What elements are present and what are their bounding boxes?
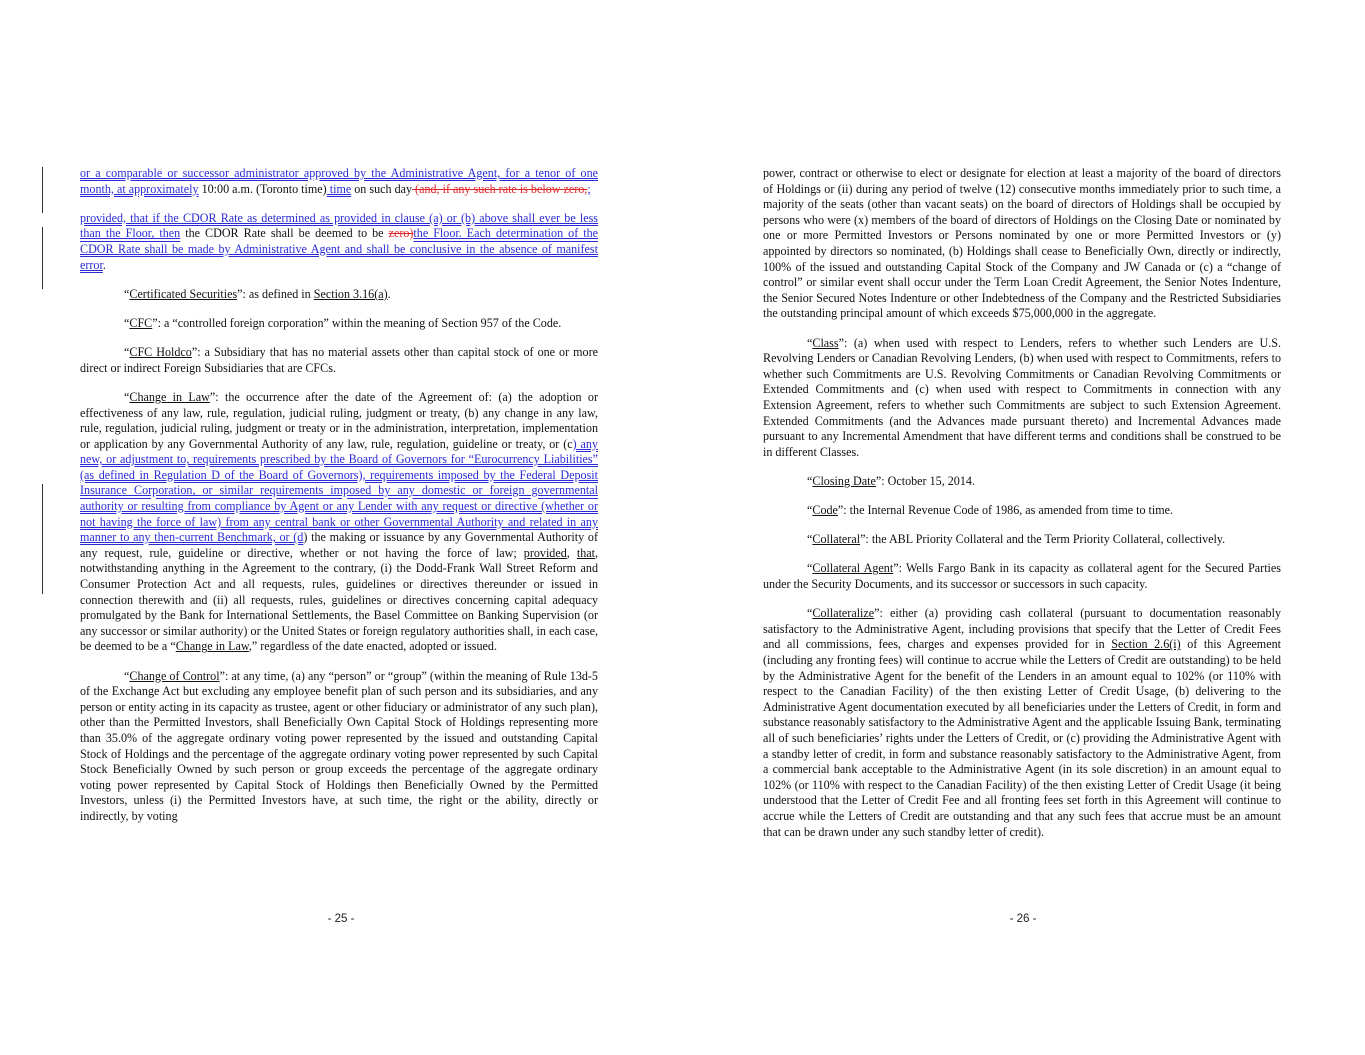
text-run: “ <box>124 286 130 301</box>
definition-change-of-control-cont <box>763 166 1281 322</box>
definition-collateral <box>763 532 1281 548</box>
defined-term: Closing Date <box>812 473 876 488</box>
text-run: the CDOR Rate shall be deemed to be <box>180 226 389 241</box>
text-run: ”: (a) when used with respect to Lenders, refers to whether such Lenders are U.S. Revolving Lenders or Canadian Revolving Lenders, (b) when used with respect to Commitments, refers to whether such Commitments are U.S. Revolving Commitments or Canadian Revolving Commitments or Extended Commitments and (c) when used with respect to Commitments in connection with any Extension Agreement, refers to whether such Commitments are subject to such Extension Agreement. Extended Commitments (and the Advances made pursuant thereto) and Incremental Advances made pursuant to any Incremental Amendment that have different terms and conditions shall be construed to be in different Classes. <box>763 335 1281 459</box>
defined-term: provided <box>523 545 567 560</box>
inserted-text: ) any new, or adjustment to, requirements prescribed by the Board of Governors for “Eurocurrency Liabilities” (as defined in Regulation D of the Board of Governors), requirements imposed by the Federal Deposit Insurance Corporation, or similar requirements imposed by any domestic or foreign governmental authority or resulting from compliance by Agent or any Lender with any request or directive (whether or not having the force of law) from any central bank or other Governmental Authority and related in any manner to any then-current Benchmark, or (d <box>80 436 598 545</box>
text-run: “ <box>124 389 130 404</box>
text-run: “ <box>807 503 813 518</box>
text-run: “ <box>807 606 813 621</box>
text-run: 10:00 a.m. (Toronto time) <box>198 181 327 196</box>
definition-collateralize <box>763 606 1281 840</box>
defined-term: CFC <box>129 315 153 330</box>
text-run: “ <box>807 335 813 350</box>
text-run: “ <box>124 345 130 360</box>
definition-cdor-floor <box>80 211 598 273</box>
text-run: ) the making or issuance by any Governmental Authority of any request, rule, guideline or directive, whether or not having the force of law; <box>80 530 598 560</box>
text-run: on such day <box>351 181 413 196</box>
defined-term: Change in Law <box>129 389 210 404</box>
definition-cfc <box>80 316 598 332</box>
definition-change-in-law <box>80 390 598 655</box>
definition-code <box>763 503 1281 519</box>
definition-cfc-holdco <box>80 345 598 376</box>
page-number-25: - 25 - <box>327 913 355 925</box>
text-run: ”: as defined in <box>237 286 314 301</box>
left-page-content <box>80 166 598 838</box>
text-run: . <box>387 286 391 301</box>
defined-term: Collateralize <box>812 606 875 621</box>
text-run: of this Agreement (including any fronting fees) will continue to accrue while the Letters of Credit are outstanding) to be held by the Administrative Agent for the benefit of the Lenders in an amount equal to 102% (or 110% with respect to the Canadian Facility) of the then existing Letter of Credit Usage, (b) delivering to the Administrative Agent documentation executed by all beneficiaries under the Letters of Credit, in form and substance reasonably satisfactory to the Administrative Agent and the applicable Issuing Bank, terminating all of such beneficiaries’ rights under the Letters of Credit, or (c) providing the Administrative Agent with a standby letter of credit, in form and substance reasonably satisfactory to the Administrative Agent, from a commercial bank acceptable to the Administrative Agent (in its sole discretion) in an amount equal to 102% (or 110% with respect to the Canadian Facility) of the then existing Letter of Credit Usage (it being understood that the Letter of Credit Fee and all fronting fees set forth in this Agreement will continue to accrue while the Letters of Credit are outstanding and that any such fees that accrue must be an amount that can be drawn under any such standby letter of credit). <box>763 637 1281 839</box>
defined-term: Section 2.6(i) <box>1111 637 1181 652</box>
definition-closing-date <box>763 474 1281 490</box>
text-run: “ <box>124 668 130 683</box>
change-bar <box>42 227 43 289</box>
text-run: ”: October 15, 2014. <box>875 473 975 488</box>
text-run: “ <box>807 532 813 547</box>
text-run: ”: at any time, (a) any “person” or “group” (within the meaning of Rule 13d-5 of the Exchange Act but excluding any employee benefit plan of such person and its subsidiaries, and any person or entity acting in its capacity as trustee, agent or other fiduciary or administrator of any such plan), other than the Permitted Investors, shall Beneficially Own Capital Stock of Holdings representing more than 35.0% of the aggregate ordinary voting power represented by the issued and outstanding Capital Stock of Holdings and the percentage of the aggregate ordinary voting power represented by such Capital Stock Beneficially Owned by such person or group exceeds the percentage of the aggregate ordinary voting power represented by Capital Stock of Holdings then Beneficially Owned by the Permitted Investors, unless (i) the Permitted Investors have, at such time, the right or the ability, directly or indirectly, by voting <box>80 668 598 823</box>
text-run: ”: the Internal Revenue Code of 1986, as amended from time to time. <box>837 503 1174 518</box>
defined-term: Class <box>812 335 839 350</box>
defined-term: Certificated Securities <box>129 286 238 301</box>
defined-term: Section 3.16(a) <box>313 286 388 301</box>
defined-term: Change in Law <box>175 639 249 654</box>
deleted-text: zero) <box>388 226 414 241</box>
change-bar <box>42 484 43 594</box>
text-run: power, contract or otherwise to elect or designate for election at least a majority of the board of directors of Holdings or (ii) during any period of twelve (12) consecutive months immediately prior to such time, a majority of the seats (other than vacant seats) on the board of directors of Holdings shall be occupied by persons who were (x) members of the board of directors of Holdings on the Closing Date or nominated by one or more Permitted Investors or Persons nominated by one or more Permitted Investors or (y) appointed by directors so nominated, (b) Holdings shall cease to Beneficially Own, directly or indirectly, 100% of the issued and outstanding Capital Stock of the Company and JW Canada or (c) a “change of control” or similar event shall occur under the Term Loan Credit Agreement, the Senior Notes Indenture, the Senior Secured Notes Indenture or other Indebtedness of the Company and the Restricted Subsidiaries the outstanding principal amount of which exceeds $75,000,000 in the aggregate. <box>763 166 1281 321</box>
text-run: , <box>566 545 577 560</box>
text-run: ”: a Subsidiary that has no material assets other than capital stock of one or more direct or indirect Foreign Subsidiaries that are CFCs. <box>80 345 598 375</box>
defined-term: Code <box>812 503 838 518</box>
inserted-text: or a comparable or successor administrator approved by the Administrative Agent, for a tenor of one month, at approximately <box>80 166 598 196</box>
inserted-text: ; <box>587 181 591 196</box>
definition-change-of-control <box>80 669 598 825</box>
defined-term: Collateral Agent <box>812 561 894 576</box>
inserted-text: provided, that if the CDOR Rate as determined as provided in clause (a) or (b) above shall ever be less than the Floor, then <box>80 210 598 241</box>
right-page-content <box>763 166 1281 854</box>
text-run: “ <box>807 473 813 488</box>
page-number-26: - 26 - <box>1009 913 1037 925</box>
text-run: “ <box>124 315 130 330</box>
defined-term: CFC Holdco <box>129 345 192 360</box>
deleted-text: (and, if any such rate is below zero, <box>412 181 588 196</box>
inserted-text: time <box>326 181 352 196</box>
text-run: . <box>102 257 106 272</box>
definition-class <box>763 336 1281 461</box>
text-run: “ <box>807 561 813 576</box>
definition-certificated-securities <box>80 287 598 303</box>
inserted-text: the Floor. Each determination of the CDOR Rate shall be made by Administrative Agent and shall be conclusive in the absence of manifest error <box>80 226 599 272</box>
definition-cdor-cont <box>80 166 598 197</box>
defined-term: Change of Control <box>129 668 220 683</box>
text-run: ”: a “controlled foreign corporation” within the meaning of Section 957 of the Code. <box>152 315 562 330</box>
text-run: ”: the ABL Priority Collateral and the Term Priority Collateral, collectively. <box>860 532 1226 547</box>
defined-term: Collateral <box>812 532 861 547</box>
text-run: ,” regardless of the date enacted, adopted or issued. <box>248 639 497 654</box>
text-run: ”: either (a) providing cash collateral (pursuant to documentation reasonably satisfactory to the Administrative Agent, including provisions that specify that the Letter of Credit Fees and all commissions, fees, charges and expenses provided for in <box>763 606 1281 652</box>
text-run: ”: Wells Fargo Bank in its capacity as collateral agent for the Secured Parties under the Security Documents, and its successor or successors in such capacity. <box>763 561 1281 592</box>
text-run: , notwithstanding anything in the Agreement to the contrary, (i) the Dodd-Frank Wall Street Reform and Consumer Protection Act and all requests, rules, guidelines or directives thereunder or issued in connection therewith and (ii) all requests, rules, guidelines or directives concerning capital adequacy promulgated by the Bank for International Settlements, the Basel Committee on Banking Supervision (or any successor or similar authority) or the United States or foreign regulatory authorities shall, in each case, be deemed to be a “ <box>80 545 598 654</box>
definition-collateral-agent <box>763 561 1281 592</box>
change-bar <box>42 167 43 213</box>
text-run: ”: the occurrence after the date of the Agreement of: (a) the adoption or effectiveness of any law, rule, regulation, judicial ruling, judgment or treaty, (b) any change in any law, rule, regulation, judicial ruling, judgment or treaty or in the administration, interpretation, implementation or application by any Governmental Authority of any law, rule, regulation, guideline or treaty, or (c <box>80 389 599 451</box>
defined-term: that <box>576 545 595 560</box>
